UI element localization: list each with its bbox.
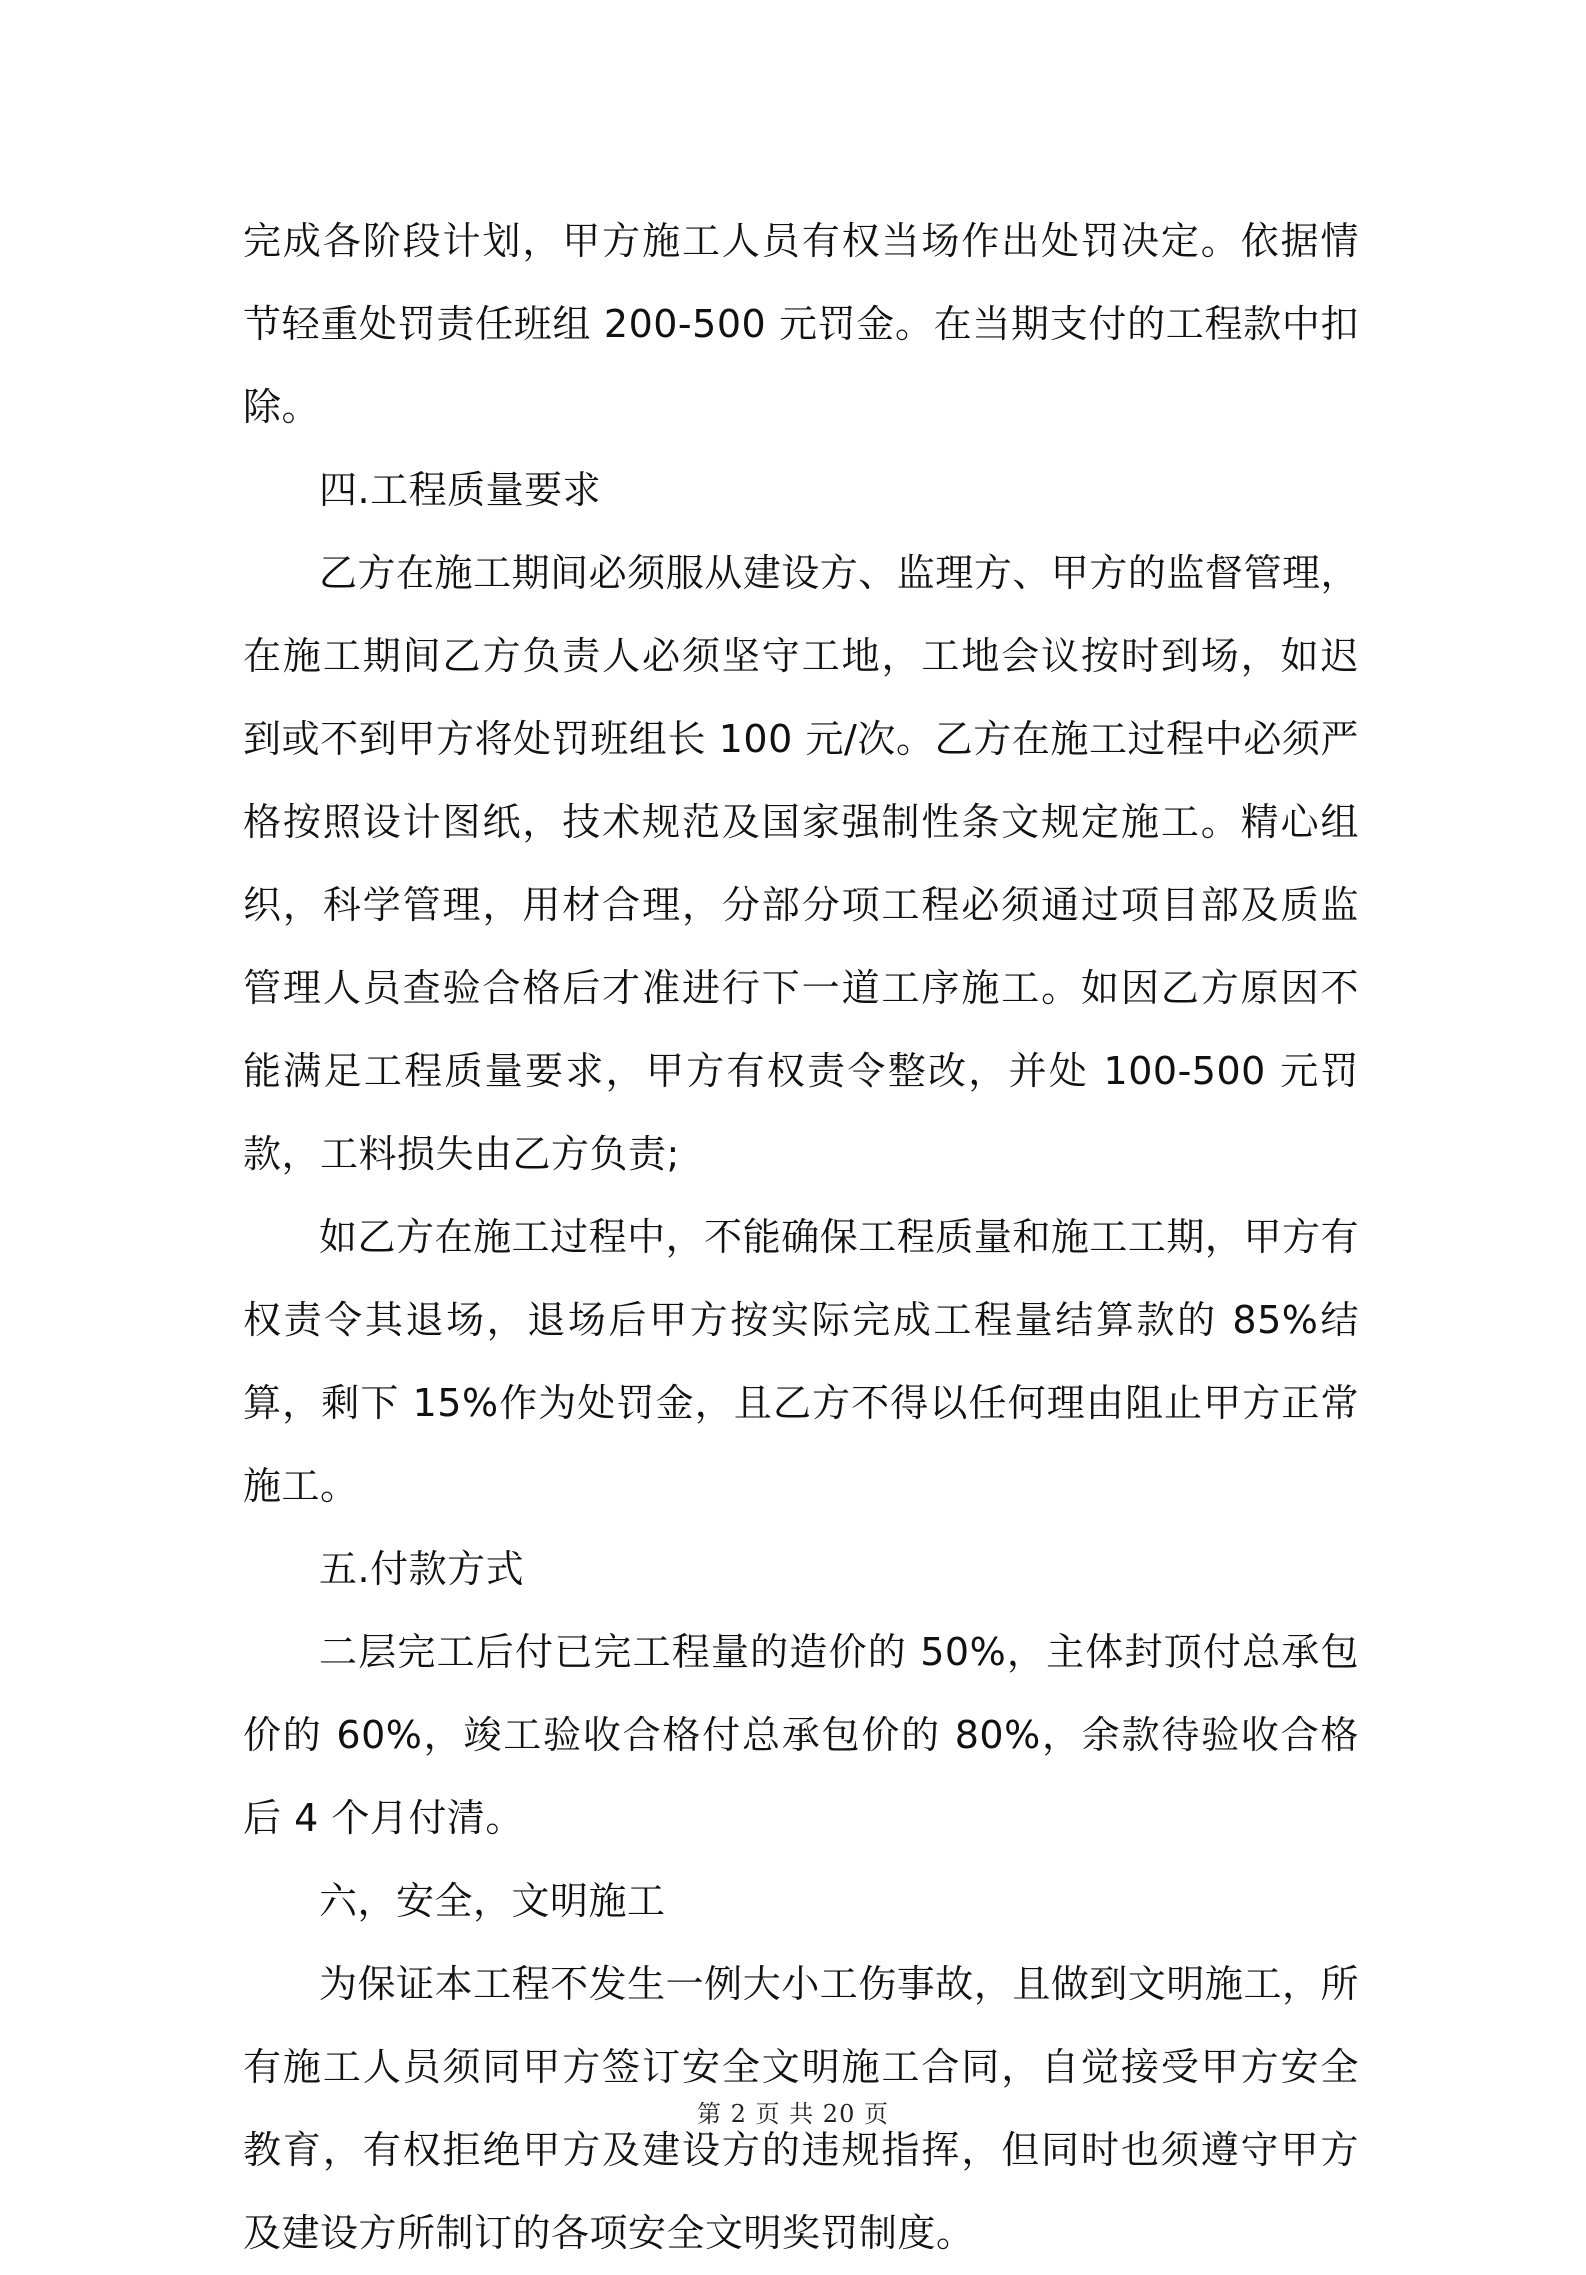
paragraph-quality-requirements: 乙方在施工期间必须服从建设方、监理方、甲方的监督管理，在施工期间乙方负责人必须坚守工地，工地会议按时到场，如迟到或不到甲方将处罚班组长 100 元/次。乙方在施工过程中必须严格按照设计图纸，技术规范及国家强制性条文规定施工。精心组织，科学管理，用材合理，分部分项工程必须通过项目部及质监管理人员查验合格后才准进行下一道工序施工。如因乙方原因不能满足工程质量要求，甲方有权责令整改，并处 100-500 元罚款，工料损失由乙方负责; <box>243 551 1359 1176</box>
paragraph-continued: 完成各阶段计划，甲方施工人员有权当场作出处罚决定。依据情节轻重处罚责任班组 200-500 元罚金。在当期支付的工程款中扣除。 <box>243 219 1359 429</box>
section-heading-quality: 四.工程质量要求 <box>319 468 602 512</box>
paragraph-payment-terms: 二层完工后付已完工程量的造价的 50%，主体封顶付总承包价的 60%，竣工验收合格付总承包价的 80%，余款待验收合格后 4 个月付清。 <box>243 1630 1359 1840</box>
page-number-footer: 第 2 页 共 20 页 <box>697 2100 889 2128</box>
section-heading-payment: 五.付款方式 <box>319 1547 525 1591</box>
paragraph-quality-dismissal: 如乙方在施工过程中，不能确保工程质量和施工工期，甲方有权责令其退场，退场后甲方按实际完成工程量结算款的 85%结算，剩下 15%作为处罚金，且乙方不得以任何理由阻止甲方正常施工。 <box>243 1215 1359 1508</box>
section-heading-safety: 六，安全，文明施工 <box>319 1879 666 1923</box>
paragraph-safety: 为保证本工程不发生一例大小工伤事故，且做到文明施工，所有施工人员须同甲方签订安全文明施工合同，自觉接受甲方安全教育，有权拒绝甲方及建设方的违规指挥，但同时也须遵守甲方及建设方所制订的各项安全文明奖罚制度。 <box>243 1962 1359 2255</box>
document-body <box>243 200 1359 2275</box>
